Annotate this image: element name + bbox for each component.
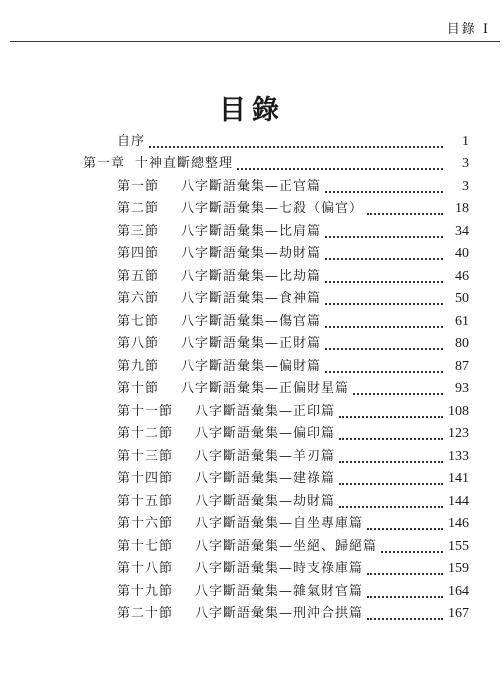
toc-entry-page: 164 — [448, 584, 469, 599]
toc-entry-section[interactable] — [117, 446, 469, 468]
dot-leader — [325, 177, 443, 193]
toc-entry-section[interactable] — [117, 536, 469, 558]
toc-entry-label: 第一節 — [117, 179, 160, 194]
toc-entry-label: 第一章 — [83, 156, 126, 171]
toc-entry-page: 141 — [448, 471, 469, 486]
toc-entry-page: 80 — [455, 336, 469, 351]
page-title: 目錄 — [219, 95, 285, 126]
toc-entry-label: 第十三節 — [117, 449, 174, 464]
toc-entry-page: 34 — [455, 224, 469, 239]
toc-entry-section[interactable] — [117, 513, 469, 535]
dot-leader — [367, 199, 443, 215]
toc-entry-title: 八字斷語彙集—食神篇 — [181, 291, 322, 306]
toc-entry-page: 159 — [448, 561, 469, 576]
toc-entry-title: 八字斷語彙集—七殺（偏官） — [181, 201, 364, 216]
toc-entry-page: 146 — [448, 516, 469, 531]
toc-entry-title: 八字斷語彙集—劫財篇 — [195, 494, 336, 509]
toc-entry-title: 八字斷語彙集—偏印篇 — [195, 426, 336, 441]
dot-leader — [325, 244, 443, 260]
toc-entry-section[interactable] — [117, 378, 469, 400]
header-rule — [10, 41, 500, 42]
toc-entry-label: 第十一節 — [117, 404, 174, 419]
toc-entry-title: 八字斷語彙集—坐絕、歸絕篇 — [195, 539, 378, 554]
toc-entry-title: 八字斷語彙集—建祿篇 — [195, 471, 336, 486]
dot-leader — [325, 267, 443, 283]
toc-entry-label: 第四節 — [117, 246, 160, 261]
toc-entry-section[interactable] — [117, 288, 469, 310]
toc-entry-section[interactable] — [117, 356, 469, 378]
toc-entry-page: 155 — [448, 539, 469, 554]
dot-leader — [339, 469, 443, 485]
toc-entry-section[interactable] — [117, 198, 469, 220]
dot-leader — [325, 312, 443, 328]
toc-entry-label: 第十九節 — [117, 584, 174, 599]
toc-entry-section[interactable] — [117, 221, 469, 243]
toc-entry-label: 第二節 — [117, 201, 160, 216]
toc-entry-section[interactable] — [117, 243, 469, 265]
dot-leader — [325, 289, 443, 305]
toc-entry-preface[interactable] — [117, 131, 469, 153]
toc-entry-label: 第九節 — [117, 359, 160, 374]
toc-entry-section[interactable] — [117, 491, 469, 513]
toc-entry-label: 第七節 — [117, 314, 160, 329]
toc-entry-section[interactable] — [117, 333, 469, 355]
toc-entry-title: 八字斷語彙集—劫財篇 — [181, 246, 322, 261]
toc-entry-label: 第十節 — [117, 381, 160, 396]
dot-leader — [325, 357, 443, 373]
dot-leader — [325, 334, 443, 350]
toc-entry-page: 93 — [455, 381, 469, 396]
toc-entry-page: 1 — [462, 134, 469, 149]
toc-entry-label: 第十四節 — [117, 471, 174, 486]
toc-entry-title: 八字斷語彙集—羊刃篇 — [195, 449, 336, 464]
toc-entry-title: 八字斷語彙集—時支祿庫篇 — [195, 561, 364, 576]
dot-leader — [381, 537, 443, 553]
dot-leader — [353, 379, 443, 395]
toc-entry-label: 第八節 — [117, 336, 160, 351]
toc-entry-title: 八字斷語彙集—正偏財星篇 — [181, 381, 350, 396]
toc-entry-title: 八字斷語彙集—自坐專庫篇 — [195, 516, 364, 531]
toc-entry-section[interactable] — [117, 401, 469, 423]
toc-entry-label: 第五節 — [117, 269, 160, 284]
toc-entry-label: 第十八節 — [117, 561, 174, 576]
toc-entry-label: 第十五節 — [117, 494, 174, 509]
dot-leader — [367, 559, 443, 575]
toc-entry-label: 第十二節 — [117, 426, 174, 441]
toc-entry-title: 八字斷語彙集—正官篇 — [181, 179, 322, 194]
toc-entry-page: 133 — [448, 449, 469, 464]
toc-entry-page: 3 — [462, 156, 469, 171]
dot-leader — [325, 222, 443, 238]
toc-entry-title: 八字斷語彙集—刑沖合拱篇 — [195, 606, 364, 621]
dot-leader — [339, 402, 443, 418]
toc-entry-section[interactable] — [117, 558, 469, 580]
toc-entry-chapter-1[interactable] — [83, 153, 469, 175]
toc-entry-label: 第二十節 — [117, 606, 174, 621]
toc-entry-page: 40 — [455, 246, 469, 261]
toc-entry-page: 18 — [455, 201, 469, 216]
dot-leader — [339, 424, 443, 440]
running-header: 目錄 I — [446, 22, 490, 37]
toc-entry-title: 八字斷語彙集—比劫篇 — [181, 269, 322, 284]
toc-entry-label: 第三節 — [117, 224, 160, 239]
dot-leader — [367, 604, 443, 620]
toc-entry-section[interactable] — [117, 603, 469, 625]
dot-leader — [367, 514, 443, 530]
toc-entry-page: 108 — [448, 404, 469, 419]
toc-entry-section[interactable] — [117, 176, 469, 198]
toc-entry-label: 第十七節 — [117, 539, 174, 554]
toc-entry-title: 十神直斷總整理 — [135, 156, 234, 171]
dot-leader — [367, 582, 443, 598]
toc-entry-page: 50 — [455, 291, 469, 306]
toc-entry-label: 第六節 — [117, 291, 160, 306]
toc-entry-page: 61 — [455, 314, 469, 329]
toc-entry-title: 八字斷語彙集—比肩篇 — [181, 224, 322, 239]
toc-entry-page: 144 — [448, 494, 469, 509]
dot-leader — [149, 132, 443, 148]
toc-entry-title: 自序 — [117, 134, 146, 149]
toc-entry-title: 八字斷語彙集—正財篇 — [181, 336, 322, 351]
toc-entry-section[interactable] — [117, 266, 469, 288]
toc-entry-title: 八字斷語彙集—雜氣財官篇 — [195, 584, 364, 599]
toc-entry-page: 46 — [455, 269, 469, 284]
dot-leader — [237, 154, 443, 170]
toc-entry-page: 87 — [455, 359, 469, 374]
toc-entry-title: 八字斷語彙集—偏財篇 — [181, 359, 322, 374]
toc-entry-section[interactable] — [117, 311, 469, 333]
dot-leader — [339, 492, 443, 508]
toc-entry-title: 八字斷語彙集—傷官篇 — [181, 314, 322, 329]
toc-entry-section[interactable] — [117, 468, 469, 490]
toc-entry-page: 123 — [448, 426, 469, 441]
toc-entry-section[interactable] — [117, 581, 469, 603]
toc-entry-page: 167 — [448, 606, 469, 621]
toc-entry-page: 3 — [462, 179, 469, 194]
dot-leader — [339, 447, 443, 463]
toc-entry-section[interactable] — [117, 423, 469, 445]
toc-entry-label: 第十六節 — [117, 516, 174, 531]
toc-entry-title: 八字斷語彙集—正印篇 — [195, 404, 336, 419]
